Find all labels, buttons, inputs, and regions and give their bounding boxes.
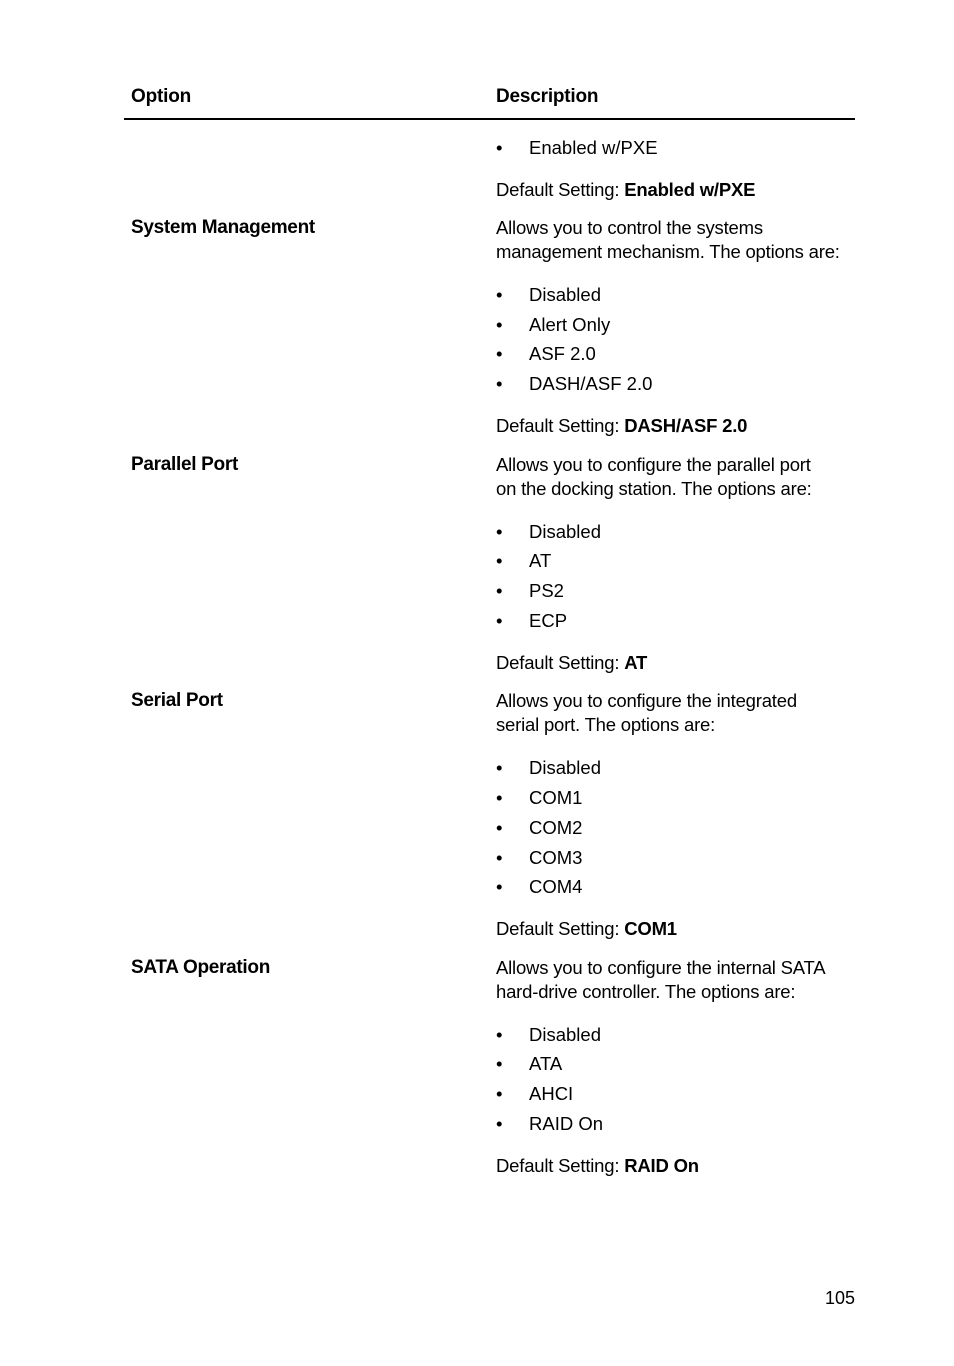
table-header: [124, 86, 855, 120]
bullet-icon: •: [496, 137, 503, 158]
bullet-icon: •: [496, 1053, 503, 1074]
default-value: RAID On: [624, 1155, 699, 1176]
bullet-icon: •: [496, 580, 503, 601]
bullet-icon: •: [496, 314, 503, 335]
bullet-icon: •: [496, 1083, 503, 1104]
description-line: on the docking station. The options are:: [496, 478, 812, 499]
bullet-icon: •: [496, 876, 503, 897]
column-header-description: Description: [496, 86, 599, 107]
description-line: Allows you to configure the integrated: [496, 690, 797, 711]
description-line: Allows you to control the systems: [496, 217, 763, 238]
description-line: management mechanism. The options are:: [496, 241, 840, 262]
description-line: serial port. The options are:: [496, 714, 716, 735]
bullet-icon: •: [496, 847, 503, 868]
default-setting: Default Setting: RAID On: [496, 1155, 699, 1176]
bullet-icon: •: [496, 550, 503, 571]
bullet-icon: •: [496, 1113, 503, 1134]
default-value: AT: [624, 652, 648, 673]
option-parallel-port: Parallel Port: [131, 454, 238, 475]
bullet-icon: •: [496, 787, 503, 808]
bullet-icon: •: [496, 284, 503, 305]
default-setting: Default Setting: COM1: [496, 918, 677, 939]
bullet-icon: •: [496, 373, 503, 394]
bullet-icon: •: [496, 610, 503, 631]
default-setting: Default Setting: AT: [496, 652, 648, 673]
bullet-icon: •: [496, 1024, 503, 1045]
page-number: 105: [824, 1288, 855, 1308]
default-setting: Default Setting: Enabled w/PXE: [496, 179, 756, 200]
option-sata-operation: SATA Operation: [131, 957, 271, 978]
description-line: hard-drive controller. The options are:: [496, 981, 796, 1002]
default-value: Enabled w/PXE: [624, 179, 756, 200]
bullet-icon: •: [496, 817, 503, 838]
bullet-icon: •: [496, 757, 503, 778]
option-system-management: System Management: [131, 217, 315, 238]
description-line: Allows you to configure the internal SATA: [496, 957, 826, 978]
default-value: DASH/ASF 2.0: [624, 415, 748, 436]
default-setting: Default Setting: DASH/ASF 2.0: [496, 415, 748, 436]
bullet-icon: •: [496, 521, 503, 542]
description-line: Allows you to configure the parallel port: [496, 454, 811, 475]
bullet-icon: •: [496, 343, 503, 364]
option-serial-port: Serial Port: [131, 690, 223, 711]
default-value: COM1: [624, 918, 677, 939]
column-header-option: Option: [131, 86, 192, 107]
